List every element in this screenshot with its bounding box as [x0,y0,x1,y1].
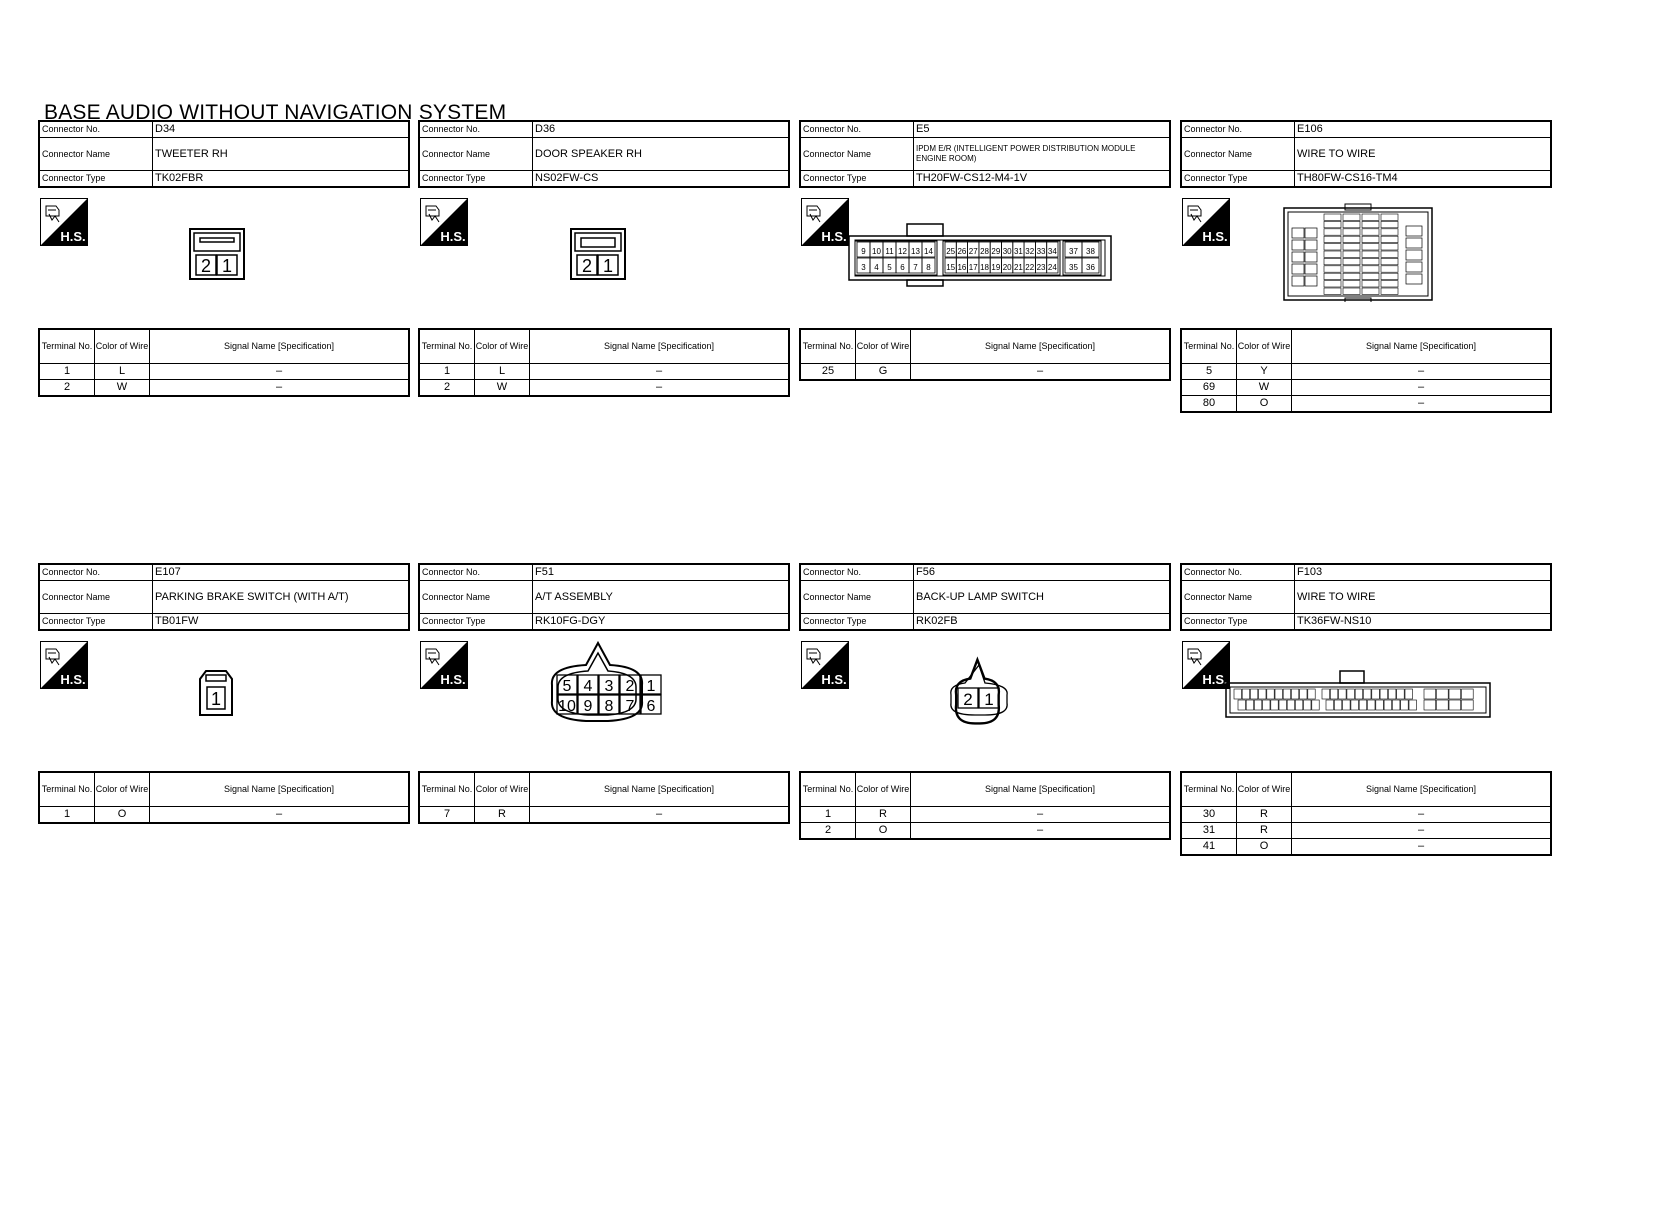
table-row [800,364,1170,381]
terminal-no-header: Terminal No. [419,772,475,807]
connector-number: E106 [1295,121,1552,138]
pin-label: 24 [1047,263,1057,272]
connector-number: E107 [153,564,410,581]
header-label: Connector Type [419,614,533,631]
connector-number: E5 [914,121,1171,138]
header-label: Connector Name [1181,581,1295,614]
wire-color: L [95,364,150,380]
connector-block-d34 [38,120,410,393]
pin-label: 13 [911,247,920,256]
wire-color: O [1237,396,1292,413]
pin-label: 2 [963,690,973,709]
header-label: Connector No. [39,564,153,581]
signal-name: – [530,807,790,824]
color-of-wire-header: Color of Wire [475,772,530,807]
pin-label: 1 [602,256,614,276]
connector-type: TH80FW-CS16-TM4 [1295,171,1552,188]
signal-name: – [1292,380,1552,396]
pin-label: 6 [900,263,905,272]
terminal-number: 5 [1181,364,1237,380]
pin-label: 18 [980,263,990,272]
connector-number: D34 [153,121,410,138]
pin-label: 25 [946,247,956,256]
terminal-table [418,328,790,397]
pin-label: 15 [946,263,956,272]
pin-label: 11 [885,247,894,256]
header-label: Connector Type [1181,614,1295,631]
pin-label: 2 [200,256,212,276]
terminal-table [799,771,1171,840]
connector-type: NS02FW-CS [533,171,790,188]
pin-label: 21 [1013,263,1023,272]
terminal-number: 2 [419,380,475,397]
hs-label: H.S. [60,672,86,687]
terminal-table [799,328,1171,381]
connector-name: IPDM E/R (INTELLIGENT POWER DISTRIBUTION MODULE ENGINE ROOM) [914,138,1171,171]
terminal-number: 69 [1181,380,1237,396]
pin-label: 1 [646,678,656,695]
pin-label: 14 [924,247,933,256]
connector-diagram [38,635,410,745]
connector-type: TK36FW-NS10 [1295,614,1552,631]
terminal-no-header: Terminal No. [800,329,856,364]
pin-label: 10 [872,247,881,256]
connector-header-table [799,120,1171,188]
connector-name: A/T ASSEMBLY [533,581,790,614]
header-label: Connector Type [419,171,533,188]
pin-label: 4 [874,263,879,272]
pin-label: 30 [1002,247,1012,256]
connector-number: F103 [1295,564,1552,581]
pin-label: 28 [980,247,990,256]
wire-color: R [856,807,911,823]
wire-color: Y [1237,364,1292,380]
connector-type: RK02FB [914,614,1171,631]
connector-header-table [418,120,790,188]
signal-name: – [911,823,1171,840]
signal-name: – [1292,823,1552,839]
table-row [39,807,409,824]
pin-label: 10 [558,698,576,715]
table-row [39,364,409,380]
connector-block-f56 [799,563,1171,836]
connector-diagram [418,192,790,302]
header-label: Connector Name [1181,138,1295,171]
header-label: Connector Name [419,581,533,614]
color-of-wire-header: Color of Wire [856,329,911,364]
signal-name: – [1292,396,1552,413]
table-row [1181,380,1551,396]
table-row [800,807,1170,823]
connector-type: TK02FBR [153,171,410,188]
connector-block-e5 [799,120,1171,377]
terminal-no-header: Terminal No. [1181,772,1237,807]
pin-label: 2 [581,256,593,276]
wire-color: R [1237,823,1292,839]
pin-label: 1 [984,690,994,709]
terminal-table [1180,771,1552,856]
pin-label: 27 [968,247,978,256]
header-label: Connector No. [1181,121,1295,138]
pin-label: 36 [1086,263,1095,272]
connector-name: TWEETER RH [153,138,410,171]
terminal-number: 30 [1181,807,1237,823]
pin-label: 38 [1086,247,1095,256]
pin-label: 32 [1025,247,1035,256]
connector-name: WIRE TO WIRE [1295,581,1552,614]
connector-header-table [799,563,1171,631]
table-row [419,364,789,380]
terminal-no-header: Terminal No. [39,329,95,364]
pin-label: 17 [968,263,978,272]
wire-color: O [1237,839,1292,856]
color-of-wire-header: Color of Wire [1237,329,1292,364]
header-label: Connector Name [800,138,914,171]
signal-name-header: Signal Name [Specification] [150,772,410,807]
header-label: Connector Name [39,581,153,614]
signal-name: – [150,807,410,824]
pin-label: 29 [991,247,1001,256]
connector-diagram [1180,192,1552,302]
connector-header-table [418,563,790,631]
terminal-no-header: Terminal No. [1181,329,1237,364]
hs-label: H.S. [821,672,847,687]
hs-label: H.S. [60,229,86,244]
connector-diagram [1180,635,1552,745]
terminal-number: 25 [800,364,856,381]
table-row [1181,364,1551,380]
signal-name: – [530,364,790,380]
color-of-wire-header: Color of Wire [475,329,530,364]
terminal-number: 41 [1181,839,1237,856]
header-label: Connector Type [800,614,914,631]
table-row [39,380,409,397]
pin-label: 3 [604,678,614,695]
header-label: Connector No. [39,121,153,138]
wire-color: O [95,807,150,824]
signal-name-header: Signal Name [Specification] [530,329,790,364]
signal-name: – [1292,839,1552,856]
signal-name-header: Signal Name [Specification] [150,329,410,364]
connector-diagram [418,635,790,745]
pin-label: 31 [1013,247,1023,256]
signal-name: – [911,364,1171,381]
pin-label: 33 [1036,247,1046,256]
connector-block-e106 [1180,120,1552,409]
hs-label: H.S. [440,229,466,244]
connector-header-table [1180,120,1552,188]
terminal-number: 1 [39,364,95,380]
terminal-number: 2 [800,823,856,840]
pin-label: 7 [913,263,918,272]
terminal-table [1180,328,1552,413]
pin-label: 5 [562,678,572,695]
connector-block-f103 [1180,563,1552,852]
pin-label: 26 [957,247,967,256]
signal-name-header: Signal Name [Specification] [1292,772,1552,807]
table-row [1181,823,1551,839]
connector-type: RK10FG-DGY [533,614,790,631]
hs-label: H.S. [1202,672,1228,687]
table-row [419,380,789,397]
terminal-no-header: Terminal No. [39,772,95,807]
signal-name: – [1292,807,1552,823]
page-title: BASE AUDIO WITHOUT NAVIGATION SYSTEM [44,101,507,124]
table-row [1181,839,1551,856]
wire-color: R [475,807,530,824]
signal-name-header: Signal Name [Specification] [911,772,1171,807]
header-label: Connector No. [419,564,533,581]
connector-block-f51 [418,563,790,820]
connector-block-d36 [418,120,790,393]
pin-label: 35 [1069,263,1078,272]
wire-color: G [856,364,911,381]
header-label: Connector Type [39,614,153,631]
signal-name: – [911,807,1171,823]
terminal-no-header: Terminal No. [800,772,856,807]
pin-label: 9 [861,247,866,256]
signal-name-header: Signal Name [Specification] [1292,329,1552,364]
wire-color: O [856,823,911,840]
terminal-table [418,771,790,824]
signal-name: – [150,364,410,380]
pin-label: 5 [887,263,892,272]
connector-diagram [799,635,1171,745]
pin-label: 37 [1069,247,1078,256]
table-row [800,823,1170,840]
table-row [1181,396,1551,413]
terminal-number: 7 [419,807,475,824]
color-of-wire-header: Color of Wire [95,329,150,364]
header-label: Connector Name [39,138,153,171]
connector-number: D36 [533,121,790,138]
header-label: Connector No. [419,121,533,138]
table-row [1181,807,1551,823]
connector-header-table [1180,563,1552,631]
connector-name: DOOR SPEAKER RH [533,138,790,171]
header-label: Connector Name [419,138,533,171]
header-label: Connector Type [39,171,153,188]
connector-type: TB01FW [153,614,410,631]
pin-label: 8 [604,698,614,715]
pin-label: 12 [898,247,907,256]
pin-label: 2 [625,678,635,695]
header-label: Connector No. [800,564,914,581]
terminal-number: 31 [1181,823,1237,839]
pin-label: 34 [1047,247,1057,256]
color-of-wire-header: Color of Wire [856,772,911,807]
terminal-number: 1 [419,364,475,380]
wire-color: W [95,380,150,397]
hs-label: H.S. [1202,229,1228,244]
signal-name-header: Signal Name [Specification] [911,329,1171,364]
connector-header-table [38,563,410,631]
connector-name: PARKING BRAKE SWITCH (WITH A/T) [153,581,410,614]
terminal-table [38,771,410,824]
color-of-wire-header: Color of Wire [1237,772,1292,807]
signal-name-header: Signal Name [Specification] [530,772,790,807]
pin-label: 22 [1025,263,1035,272]
connector-diagram [38,192,410,302]
wire-color: R [1237,807,1292,823]
hs-label: H.S. [440,672,466,687]
terminal-number: 1 [39,807,95,824]
signal-name: – [1292,364,1552,380]
connector-type: TH20FW-CS12-M4-1V [914,171,1171,188]
wire-color: W [475,380,530,397]
pin-label: 1 [210,689,222,709]
header-label: Connector Name [800,581,914,614]
pin-label: 7 [625,698,635,715]
wire-color: W [1237,380,1292,396]
header-label: Connector Type [800,171,914,188]
pin-label: 16 [957,263,967,272]
hs-label: H.S. [821,229,847,244]
table-row [419,807,789,824]
connector-header-table [38,120,410,188]
signal-name: – [530,380,790,397]
pin-label: 6 [646,698,656,715]
pin-label: 23 [1036,263,1046,272]
connector-diagram [799,192,1171,302]
header-label: Connector Type [1181,171,1295,188]
connector-name: BACK-UP LAMP SWITCH [914,581,1171,614]
connector-number: F51 [533,564,790,581]
color-of-wire-header: Color of Wire [95,772,150,807]
pin-label: 8 [926,263,931,272]
terminal-table [38,328,410,397]
pin-label: 9 [583,698,593,715]
header-label: Connector No. [800,121,914,138]
signal-name: – [150,380,410,397]
pin-label: 4 [583,678,593,695]
terminal-number: 1 [800,807,856,823]
connector-number: F56 [914,564,1171,581]
terminal-number: 80 [1181,396,1237,413]
terminal-no-header: Terminal No. [419,329,475,364]
wire-color: L [475,364,530,380]
header-label: Connector No. [1181,564,1295,581]
terminal-number: 2 [39,380,95,397]
connector-name: WIRE TO WIRE [1295,138,1552,171]
pin-label: 3 [861,263,866,272]
pin-label: 20 [1002,263,1012,272]
connector-block-e107 [38,563,410,820]
pin-label: 19 [991,263,1001,272]
pin-label: 1 [221,256,233,276]
